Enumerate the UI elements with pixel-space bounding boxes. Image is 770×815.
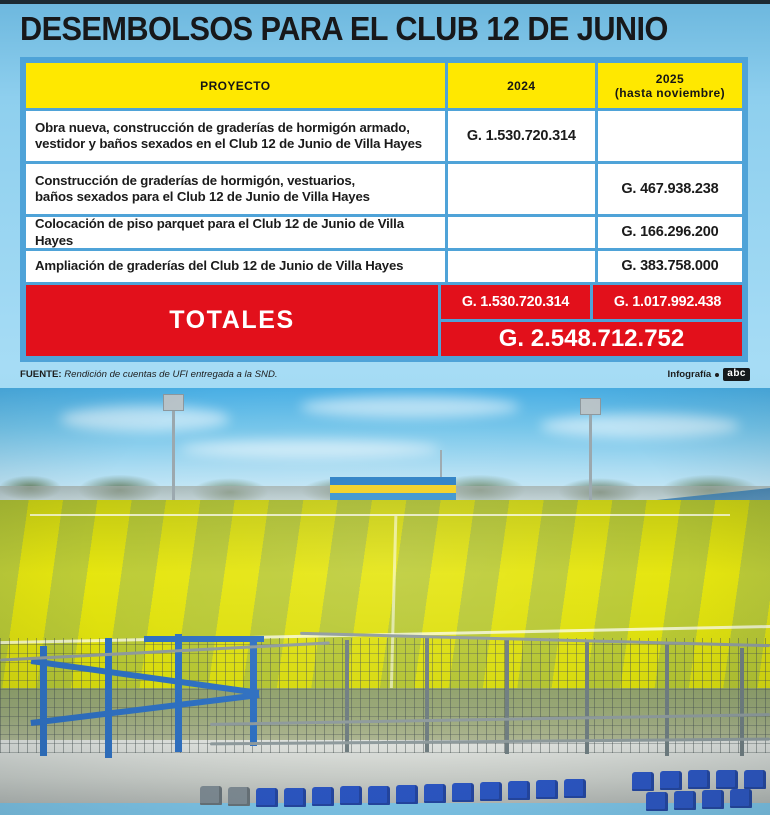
floodlight-tower-left [172, 410, 175, 506]
stadium-seat [452, 783, 474, 802]
page-title: DESEMBOLSOS PARA EL CLUB 12 DE JUNIO [20, 10, 668, 47]
stadium-seat [508, 781, 530, 800]
stadium-seat [674, 791, 696, 810]
stadium-seat [480, 782, 502, 801]
table-row [26, 111, 742, 161]
totals-label: TOTALES [26, 285, 438, 356]
source-note [20, 369, 278, 380]
floodlight-lamp [580, 398, 601, 415]
source-text: Rendición de cuentas de UFI entregada a la SND. [64, 369, 278, 380]
stadium-seat [536, 780, 558, 799]
stadium-seat [744, 770, 766, 789]
grandstand-roof [330, 477, 456, 485]
stadium-seat [730, 789, 752, 808]
stadium-seat [688, 770, 710, 789]
table-header-row [26, 63, 742, 108]
credit [668, 368, 750, 381]
stadium-seat [368, 786, 390, 805]
cell-amount-2024 [448, 164, 595, 214]
fence-frame-rail [144, 636, 264, 642]
total-2025: G. 1.017.992.438 [593, 285, 742, 319]
table-row [26, 251, 742, 282]
abc-logo: abc [723, 368, 750, 381]
stadium-seat [632, 772, 654, 791]
cell-amount-2025: G. 166.296.200 [598, 217, 742, 248]
cell-project: Colocación de piso parquet para el Club 12 de Junio de Villa Hayes [26, 217, 445, 248]
stadium-seat [702, 790, 724, 809]
cell-amount-2025 [598, 111, 742, 161]
stadium-seat [716, 770, 738, 789]
stadium-seat [424, 784, 446, 803]
total-2024: G. 1.530.720.314 [441, 285, 590, 319]
cell-project [26, 164, 445, 214]
cell-amount-2024 [448, 217, 595, 248]
stadium-seat [340, 786, 362, 805]
column-header-2025-note: (hasta noviembre) [614, 85, 725, 100]
fence-post [425, 636, 429, 752]
grand-total: G. 2.548.712.752 [441, 322, 742, 356]
fence-post [345, 640, 349, 752]
stadium-seat [284, 788, 306, 807]
stadium-seat [256, 788, 278, 807]
pitch-line-far [30, 514, 730, 516]
stadium-seat [228, 787, 250, 806]
top-dark-strip [0, 0, 770, 4]
table-row [26, 164, 742, 214]
stadium-seat [200, 786, 222, 805]
stadium-seat [312, 787, 334, 806]
project-line-1: Construcción de graderías de hormigón, vestuarios, [35, 172, 356, 188]
cell-amount-2024 [448, 251, 595, 282]
column-header-project: PROYECTO [26, 63, 445, 108]
source-label: FUENTE: [20, 369, 62, 380]
column-header-2024: 2024 [448, 63, 595, 108]
grandstand-band [330, 485, 456, 493]
cloud [300, 396, 520, 418]
bullet-icon [715, 373, 719, 377]
project-line-2: vestidor y baños sexados en el Club 12 de Junio de Villa Hayes [35, 136, 422, 151]
stadium-photo [0, 388, 770, 815]
cell-project [26, 111, 445, 161]
cloud [540, 414, 740, 438]
stadium-seat [646, 792, 668, 811]
disbursements-table [20, 57, 748, 362]
seating-block [0, 770, 770, 815]
fence-post [585, 640, 589, 754]
floodlight-tower-right [589, 414, 592, 506]
stadium-seat [564, 779, 586, 798]
project-line-1: Obra nueva, construcción de graderías de hormigón armado, [35, 119, 410, 135]
credit-label: Infografía [667, 369, 712, 380]
column-header-2025 [598, 63, 742, 108]
column-header-2025-year: 2025 [655, 71, 685, 86]
totals-values [441, 285, 742, 356]
cell-amount-2025: G. 467.938.238 [598, 164, 742, 214]
cloud [60, 406, 230, 432]
totals-by-year [441, 285, 742, 319]
stadium-seat [396, 785, 418, 804]
totals-row [26, 285, 742, 356]
fence-post [505, 638, 509, 754]
table-row [26, 217, 742, 248]
cell-amount-2025: G. 383.758.000 [598, 251, 742, 282]
cell-project: Ampliación de graderías del Club 12 de Junio de Villa Hayes [26, 251, 445, 282]
cell-amount-2024: G. 1.530.720.314 [448, 111, 595, 161]
floodlight-lamp [163, 394, 184, 411]
project-line-2: baños sexados para el Club 12 de Junio de Villa Hayes [35, 189, 370, 204]
stadium-seat [660, 771, 682, 790]
